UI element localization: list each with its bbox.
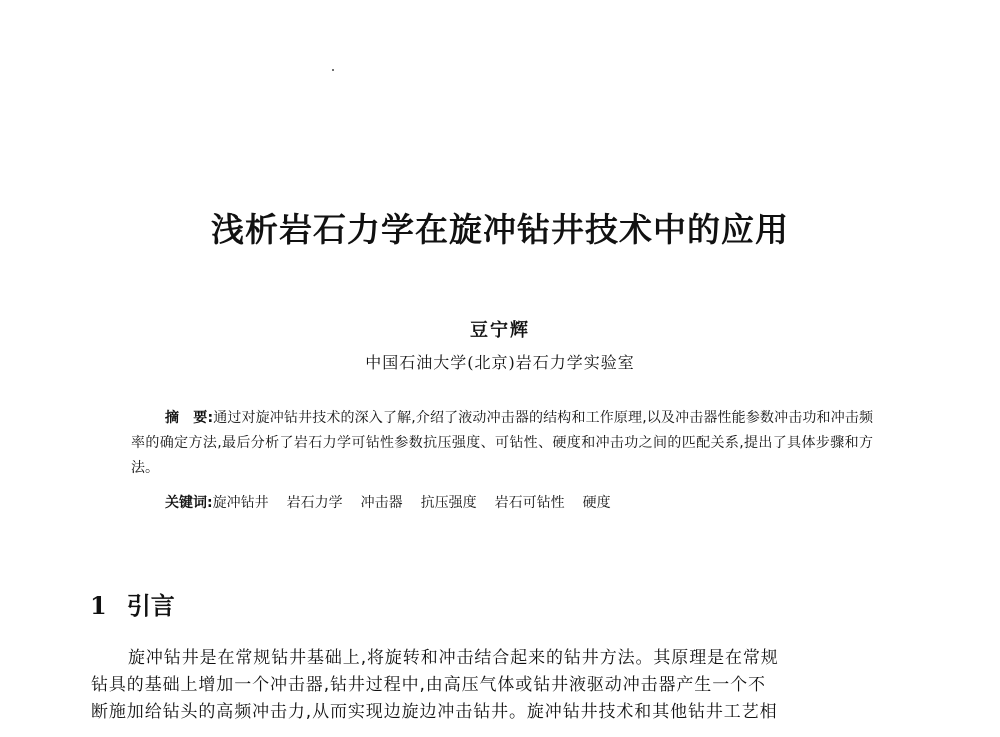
body-paragraph — [91, 645, 909, 726]
section-number: 1 — [90, 591, 107, 620]
body-line: 断施加给钻头的高频冲击力,从而实现边旋边冲击钻井。旋冲钻井技术和其他钻井工艺相 — [91, 702, 778, 722]
section-heading — [90, 586, 175, 621]
paper-title: 浅析岩石力学在旋冲钻井技术中的应用 — [211, 210, 789, 249]
abstract-text: 通过对旋冲钻井技术的深入了解,介绍了液动冲击器的结构和工作原理,以及冲击器性能参数冲击功和冲击频率的确定方法,最后分析了岩石力学可钻性参数抗压强度、可钻性、硬度和冲击功之间的匹配关系,提出了具体步骤和方法。 — [131, 410, 873, 476]
keywords — [165, 492, 611, 514]
keywords-label: 关键词: — [165, 495, 213, 511]
author-affiliation: 中国石油大学(北京)岩石力学实验室 — [365, 353, 635, 372]
body-line: 钻具的基础上增加一个冲击器,钻井过程中,由高压气体或钻井液驱动冲击器产生一个不 — [91, 675, 766, 695]
abstract-label: 摘 要: — [165, 410, 214, 426]
section-title: 引言 — [126, 592, 175, 620]
keyword: 硬度 — [582, 495, 611, 511]
keyword: 旋冲钻井 — [212, 495, 269, 511]
author-name: 豆宁辉 — [470, 320, 530, 341]
abstract — [131, 406, 873, 481]
body-line: 旋冲钻井是在常规钻井基础上,将旋转和冲击结合起来的钻井方法。其原理是在常规 — [128, 648, 779, 668]
keyword: 岩石可钻性 — [494, 495, 565, 511]
keyword: 冲击器 — [360, 495, 403, 511]
keyword: 岩石力学 — [286, 495, 343, 511]
keyword: 抗压强度 — [420, 495, 477, 511]
scan-speck — [332, 69, 334, 71]
